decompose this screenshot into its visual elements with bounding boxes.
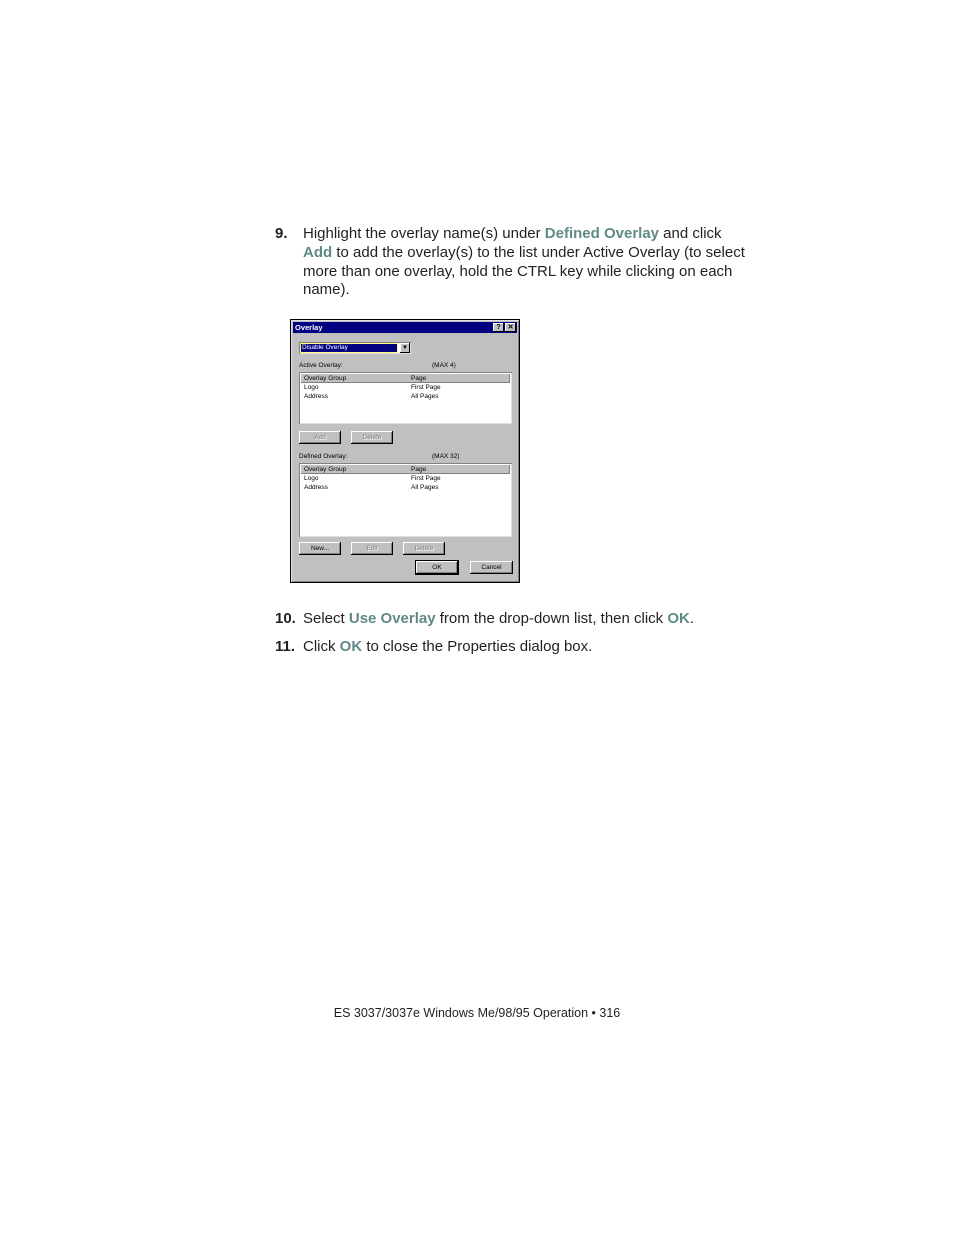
help-button[interactable]: ? [493, 323, 504, 332]
add-button[interactable]: Add [299, 431, 341, 444]
dialog-title: Overlay [295, 323, 323, 332]
step-10 [275, 610, 745, 629]
step-text-part: Click [303, 638, 340, 655]
defined-overlay-list[interactable] [299, 463, 512, 537]
column-header[interactable]: Overlay Group [304, 466, 347, 473]
step-text-part: Select [303, 610, 349, 627]
keyword: OK [667, 610, 690, 627]
column-header[interactable]: Overlay Group [304, 375, 347, 382]
defined-overlay-max: (MAX 32) [432, 453, 460, 460]
step-text-part: . [689, 610, 695, 627]
step-text-part: Highlight the overlay name(s) under [303, 225, 545, 242]
cell-page: All Pages [411, 393, 439, 400]
overlay-mode-dropdown[interactable] [299, 342, 411, 354]
active-overlay-label: Active Overlay: [299, 362, 343, 369]
step-text [303, 638, 745, 657]
delete-active-button[interactable]: Delete [351, 431, 393, 444]
cell-page: First Page [411, 475, 441, 482]
list-item[interactable] [301, 483, 510, 492]
step-number: 11. [275, 638, 296, 655]
keyword: OK [339, 638, 363, 655]
step-text-part: to add the overlay(s) to the list under Active Overlay (to select more than one overlay, hold the CTRL key while clicking on each name). [303, 243, 745, 299]
list-header [301, 374, 510, 383]
new-button[interactable]: New... [299, 542, 341, 555]
active-overlay-list[interactable] [299, 372, 512, 424]
column-header[interactable]: Page [411, 466, 427, 473]
ok-button[interactable]: OK [416, 561, 458, 574]
step-number: 10. [275, 610, 296, 627]
list-header [301, 465, 510, 474]
cancel-button[interactable]: Cancel [470, 561, 513, 574]
active-overlay-max: (MAX 4) [432, 362, 456, 369]
step-number: 9. [275, 225, 288, 242]
step-text [303, 610, 745, 629]
list-item[interactable] [301, 392, 510, 401]
list-item[interactable] [301, 474, 510, 483]
column-header[interactable]: Page [411, 375, 427, 382]
overlay-dialog [290, 319, 520, 583]
delete-defined-button[interactable]: Delete [403, 542, 445, 555]
step-11 [275, 638, 745, 657]
cell-group: Address [304, 484, 328, 491]
edit-button[interactable]: Edit [351, 542, 393, 555]
keyword: Use Overlay [348, 610, 436, 627]
cell-page: First Page [411, 384, 441, 391]
keyword: Defined Overlay [544, 225, 660, 242]
chevron-down-icon[interactable]: ▼ [400, 343, 410, 353]
step-text [303, 225, 745, 300]
dialog-titlebar [293, 322, 517, 333]
step-text-part: and click [659, 225, 722, 242]
cell-page: All Pages [411, 484, 439, 491]
cell-group: Logo [304, 475, 319, 482]
page-footer: ES 3037/3037e Windows Me/98/95 Operation • 316 [333, 1006, 621, 1020]
cell-group: Address [304, 393, 328, 400]
dropdown-value: Disable Overlay [301, 344, 397, 352]
cell-group: Logo [304, 384, 319, 391]
step-text-part: to close the Properties dialog box. [362, 638, 593, 655]
defined-overlay-label: Defined Overlay: [299, 453, 348, 460]
close-button[interactable]: ✕ [505, 323, 516, 332]
step-text-part: from the drop-down list, then click [435, 610, 668, 627]
list-item[interactable] [301, 383, 510, 392]
keyword: Add [303, 243, 333, 261]
step-9 [275, 225, 745, 300]
